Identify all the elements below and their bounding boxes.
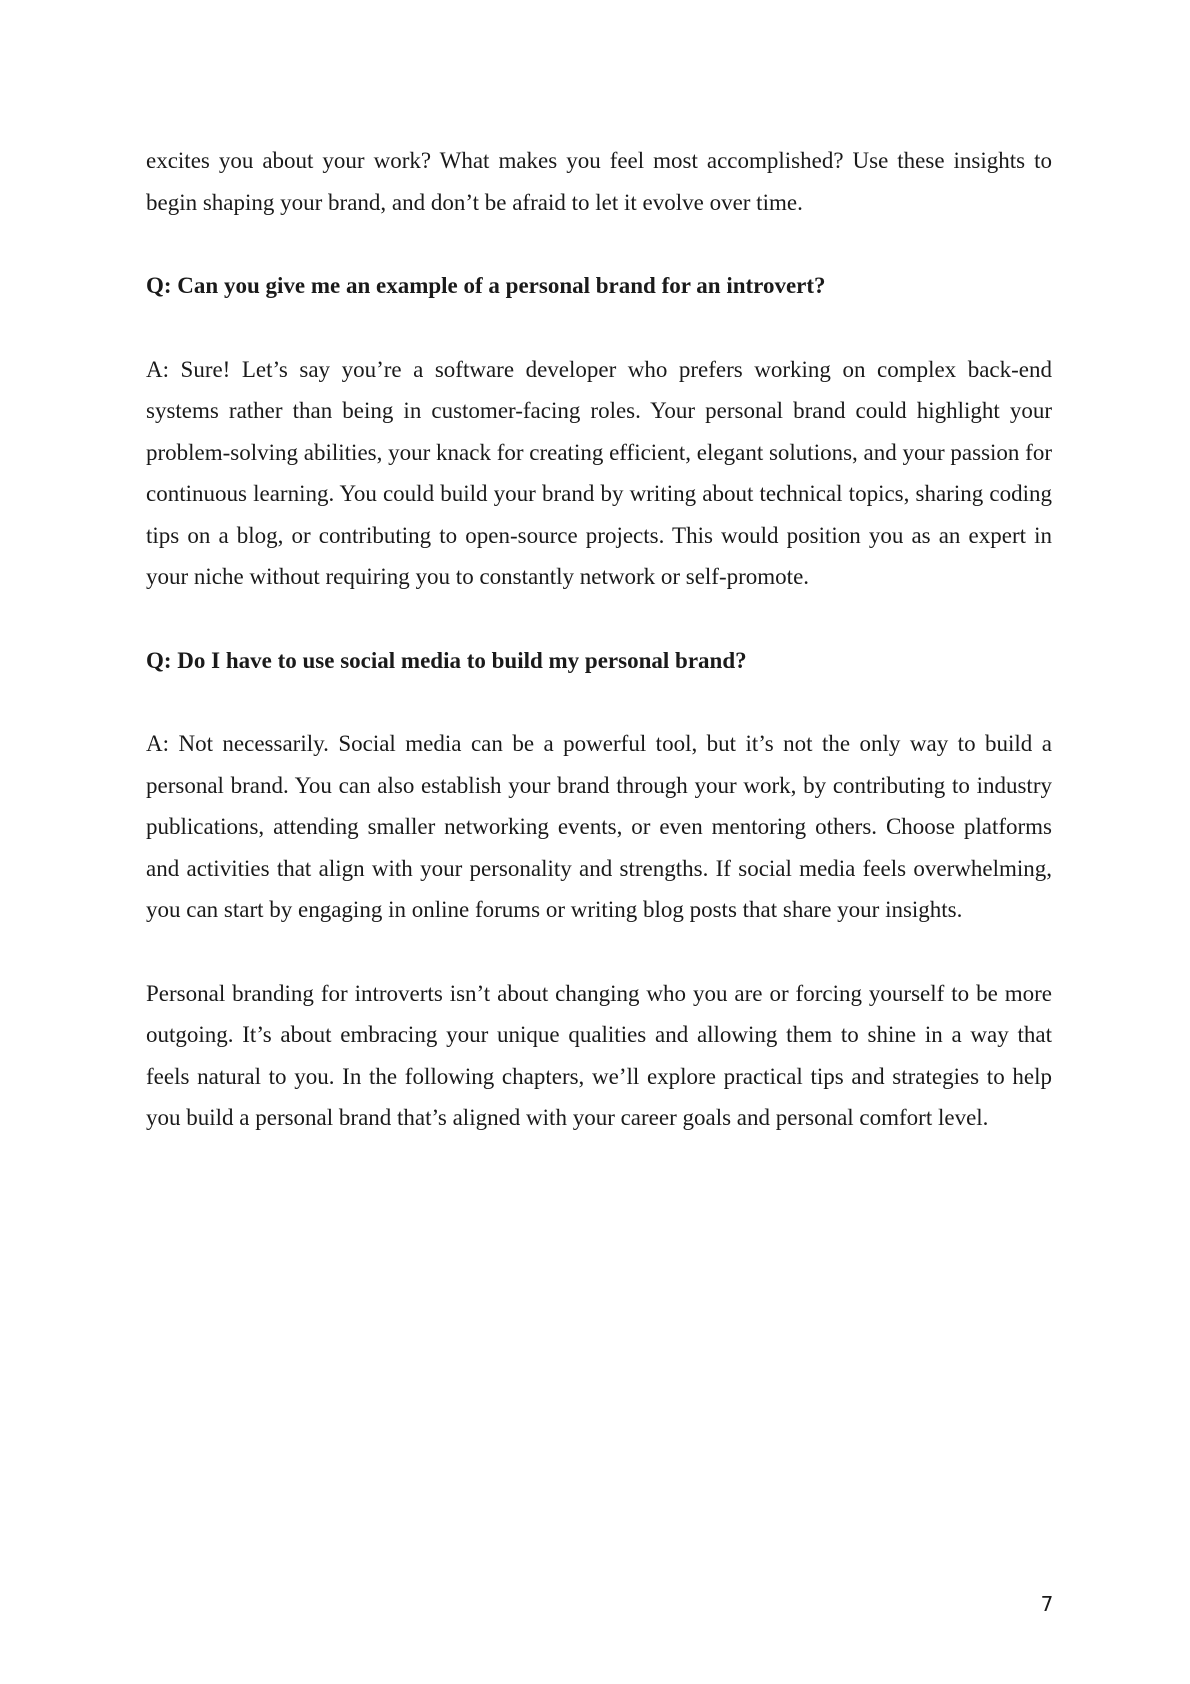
paragraph-answer-example: A: Sure! Let’s say you’re a software developer who prefers working on complex back-end systems rather than being in customer-facing roles. Your personal brand could highlight your problem-solving abilities, your knack for creating efficient, elegant solutions, and your passion for continuous learning. You could build your brand by writing about technical topics, sharing coding tips on a blog, or contributing to open-source projects. This would position you as an expert in your niche without requiring you to constantly network or self-promote. <box>146 356 1052 589</box>
question-heading-example: Q: Can you give me an example of a personal brand for an introvert? <box>146 273 826 298</box>
paragraph-answer-social-media: A: Not necessarily. Social media can be a powerful tool, but it’s not the only way to build a personal brand. You can also establish your brand through your work, by contributing to industry publications, attending smaller networking events, or even mentoring others. Choose platforms and activities that align with your personality and strengths. If social media feels overwhelming, you can start by engaging in online forums or writing blog posts that share your insights. <box>146 731 1052 922</box>
paragraph-conclusion: Personal branding for introverts isn’t about changing who you are or forcing yourself to be more outgoing. It’s about embracing your unique qualities and allowing them to shine in a way that feels natural to you. In the following chapters, we’ll explore practical tips and strategies to help you build a personal brand that’s aligned with your career goals and personal comfort level. <box>146 980 1052 1130</box>
question-heading-social-media: Q: Do I have to use social media to build my personal brand? <box>146 647 747 673</box>
page-number: 7 <box>1040 1592 1054 1616</box>
paragraph-intro-continuation: excites you about your work? What makes you feel most accomplished? Use these insights to begin shaping your brand, and don’t be afraid to let it evolve over time. <box>146 148 1052 215</box>
page-content <box>146 140 1052 1181</box>
